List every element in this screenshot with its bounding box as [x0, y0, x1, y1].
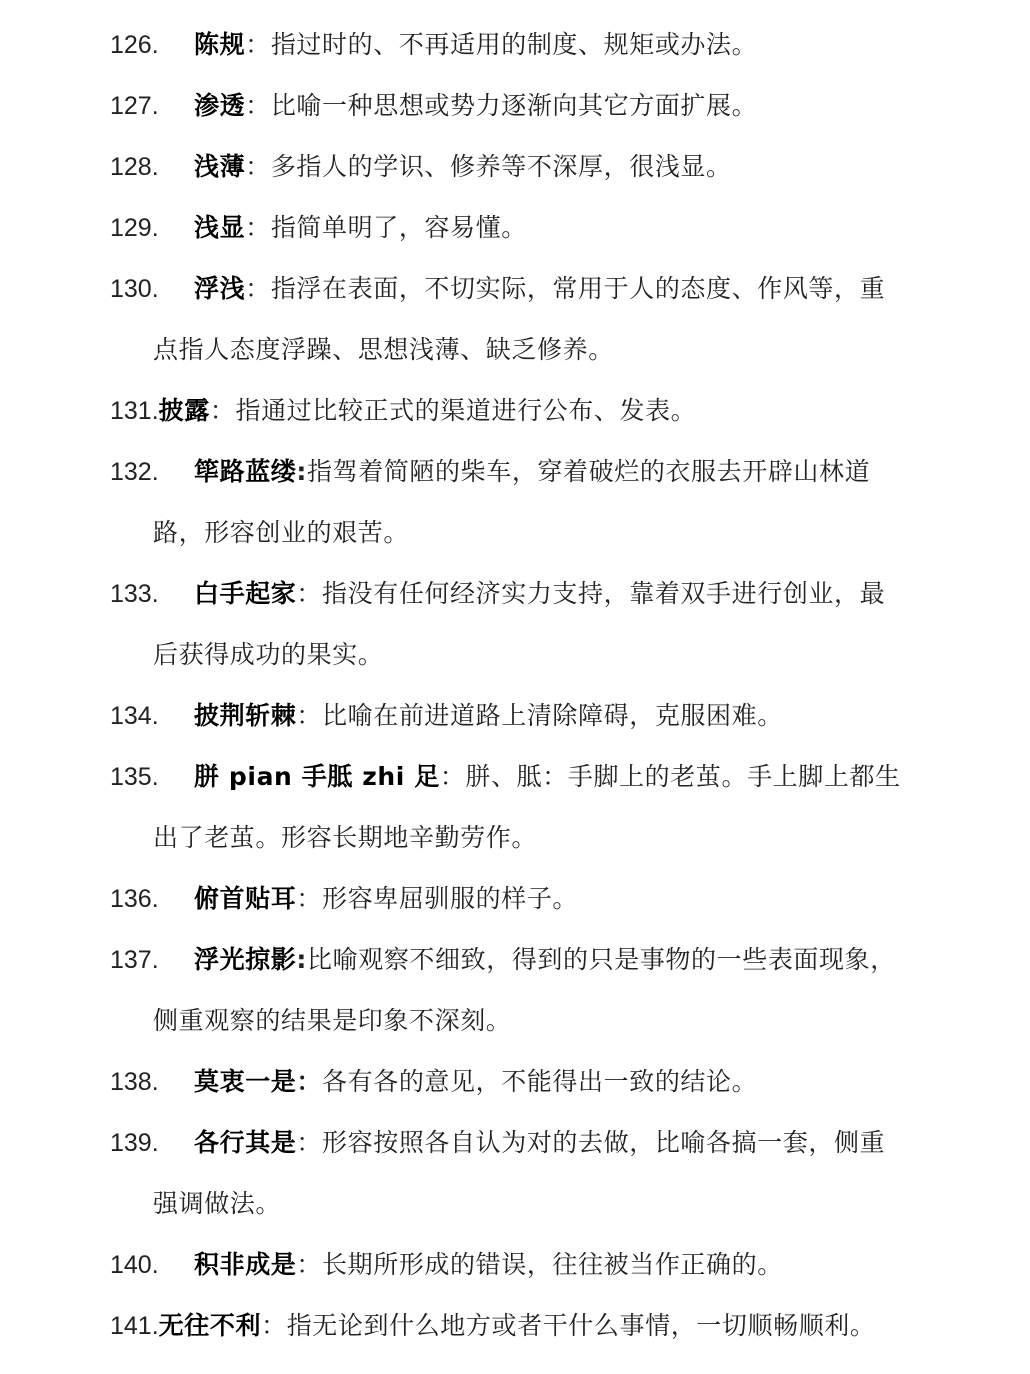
entry-definition: 形容按照各自认为对的去做，比喻各搞一套，侧重 [322, 1128, 886, 1157]
entry-definition: 指无论到什么地方或者干什么事情，一切顺畅顺利。 [286, 1311, 876, 1340]
entry-definition: 指没有任何经济实力支持，靠着双手进行创业，最 [322, 579, 886, 608]
entry-number: 137. [110, 946, 159, 974]
entry-135 [110, 746, 930, 868]
entry-number: 135. [110, 763, 159, 791]
entry-term: 各行其是 [194, 1128, 297, 1157]
entry-126 [110, 14, 930, 75]
entry-term: 浅显 [194, 213, 246, 242]
entry-colon: : [296, 457, 308, 486]
entry-colon: ： [296, 1067, 323, 1096]
entry-133 [110, 563, 930, 685]
entry-term: 莫衷一是 [194, 1067, 297, 1096]
entry-definition: 各有各的意见，不能得出一致的结论。 [322, 1067, 758, 1096]
entry-term: 胼 pian 手胝 zhi 足 [194, 762, 440, 791]
entry-138 [110, 1051, 930, 1112]
entry-number: 129. [110, 214, 159, 242]
entry-definition: 比喻观察不细致，得到的只是事物的一些表面现象， [307, 945, 896, 974]
entry-term: 筚路蓝缕 [194, 457, 297, 486]
entry-number: 141. [110, 1312, 159, 1340]
entry-continuation: 路，形容创业的艰苦。 [153, 518, 410, 547]
entry-term: 无往不利 [158, 1311, 262, 1340]
entry-number: 139. [110, 1129, 159, 1157]
entry-131 [110, 380, 930, 441]
entry-continuation: 侧重观察的结果是印象不深刻。 [153, 1006, 512, 1035]
entry-number: 134. [110, 702, 159, 730]
entry-continuation: 后获得成功的果实。 [153, 640, 384, 669]
entry-term: 披露 [158, 396, 210, 425]
entry-number: 131. [110, 397, 159, 425]
entry-term: 浮光掠影 [194, 945, 297, 974]
entry-number: 126. [110, 31, 159, 59]
entry-definition: 形容卑屈驯服的样子。 [322, 884, 579, 913]
entry-141 [110, 1295, 930, 1356]
entry-definition: 指过时的、不再适用的制度、规矩或办法。 [270, 30, 758, 59]
entry-number: 133. [110, 580, 159, 608]
entry-continuation: 强调做法。 [153, 1189, 282, 1218]
entry-136 [110, 868, 930, 929]
entry-term: 俯首贴耳 [194, 884, 297, 913]
entry-definition: 多指人的学识、修养等不深厚，很浅显。 [270, 152, 732, 181]
entry-number: 132. [110, 458, 159, 486]
entry-colon: ： [245, 274, 271, 303]
entry-137 [110, 929, 930, 1051]
entry-term: 浅薄 [194, 152, 246, 181]
entry-term: 披荆斩棘 [194, 701, 297, 730]
entry-term: 积非成是 [194, 1250, 297, 1279]
entry-128 [110, 136, 930, 197]
entry-127 [110, 75, 930, 136]
entry-colon: ： [296, 1250, 323, 1279]
entry-number: 138. [110, 1068, 159, 1096]
entry-number: 127. [110, 92, 159, 120]
entry-definition: 比喻一种思想或势力逐渐向其它方面扩展。 [270, 91, 758, 120]
entry-129 [110, 197, 930, 258]
entry-number: 136. [110, 885, 159, 913]
entry-definition: 长期所形成的错误，往往被当作正确的。 [322, 1250, 783, 1279]
entry-definition: 指浮在表面，不切实际，常用于人的态度、作风等，重 [270, 274, 886, 303]
entry-number: 130. [110, 275, 159, 303]
entry-colon: ： [439, 762, 466, 791]
entry-colon: ： [209, 396, 236, 425]
entry-definition: 胼、胝：手脚上的老茧。手上脚上都生 [465, 762, 901, 791]
entry-139 [110, 1112, 930, 1234]
entry-colon: ： [296, 701, 323, 730]
entry-colon: ： [261, 1311, 287, 1340]
entry-140 [110, 1234, 930, 1295]
entry-definition: 指通过比较正式的渠道进行公布、发表。 [235, 396, 697, 425]
entry-colon: ： [245, 213, 271, 242]
entry-colon: ： [245, 91, 271, 120]
entry-colon: ： [296, 1128, 323, 1157]
entry-colon: : [296, 945, 308, 974]
entry-term: 白手起家 [194, 579, 297, 608]
entry-134 [110, 685, 930, 746]
entry-definition: 指简单明了，容易懂。 [270, 213, 527, 242]
entry-132 [110, 441, 930, 563]
entry-definition: 比喻在前进道路上清除障碍，克服困难。 [322, 701, 783, 730]
entry-130 [110, 258, 930, 380]
entry-colon: ： [296, 579, 323, 608]
entry-colon: ： [245, 152, 271, 181]
entry-term: 渗透 [194, 91, 246, 120]
entry-colon: ： [296, 884, 323, 913]
entry-definition: 指驾着简陋的柴车，穿着破烂的衣服去开辟山林道 [307, 457, 871, 486]
entry-term: 浮浅 [194, 274, 246, 303]
entry-colon: ： [245, 30, 271, 59]
entry-continuation: 出了老茧。形容长期地辛勤劳作。 [153, 823, 538, 852]
entry-term: 陈规 [194, 30, 246, 59]
entry-number: 128. [110, 153, 159, 181]
entry-number: 140. [110, 1251, 159, 1279]
entry-continuation: 点指人态度浮躁、思想浅薄、缺乏修养。 [153, 335, 614, 364]
